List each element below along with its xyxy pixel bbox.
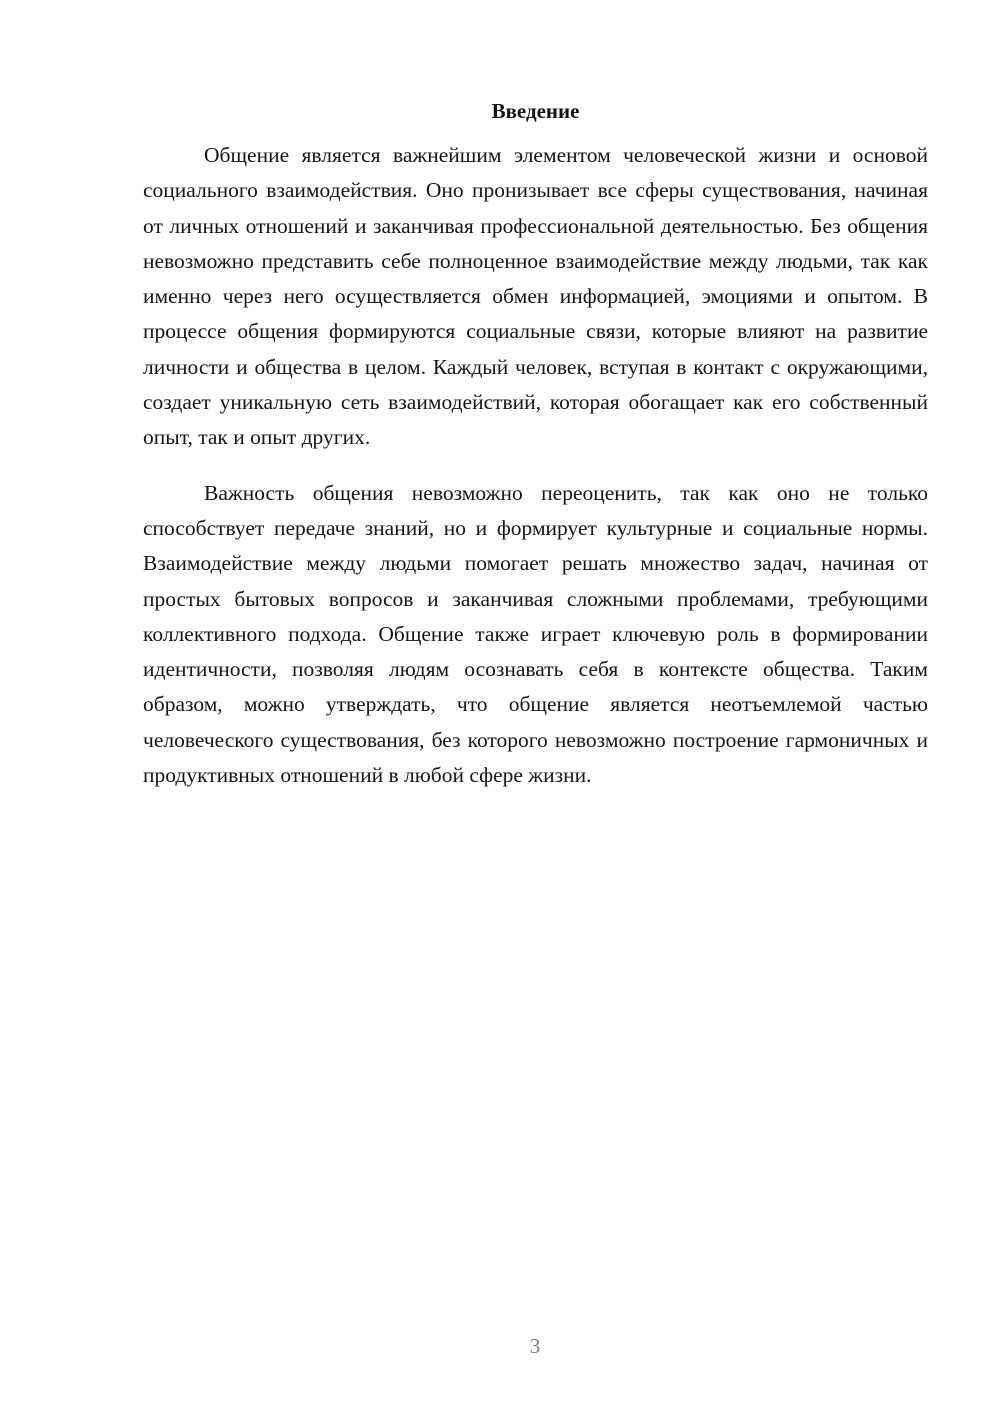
page-content xyxy=(143,92,928,793)
paragraph-2: Важность общения невозможно переоценить, так как оно не только способствует передаче знаний, но и формирует культурные и социальные нормы. Взаимодействие между людьми помогает решать множество задач, начиная от простых бытовых вопросов и заканчивая сложными проблемами, требующими коллективного подхода. Общение также играет ключевую роль в формировании идентичности, позволяя людям осознавать себя в контексте общества. Таким образом, можно утверждать, что общение является неотъемлемой частью человеческого существования, без которого невозможно построение гармоничных и продуктивных отношений в любой сфере жизни. xyxy=(143,480,928,788)
section-heading: Введение xyxy=(491,99,580,123)
page-number: 3 xyxy=(529,1334,541,1358)
paragraph-1: Общение является важнейшим элементом человеческой жизни и основой социального взаимодействия. Оно пронизывает все сферы существования, начиная от личных отношений и заканчивая профессиональной деятельностью. Без общения невозможно представить себе полноценное взаимодействие между людьми, так как именно через него осуществляется обмен информацией, эмоциями и опытом. В процессе общения формируются социальные связи, которые влияют на развитие личности и общества в целом. Каждый человек, вступая в контакт с окружающими, создает уникальную сеть взаимодействий, которая обогащает как его собственный опыт, так и опыт других. xyxy=(143,143,928,450)
